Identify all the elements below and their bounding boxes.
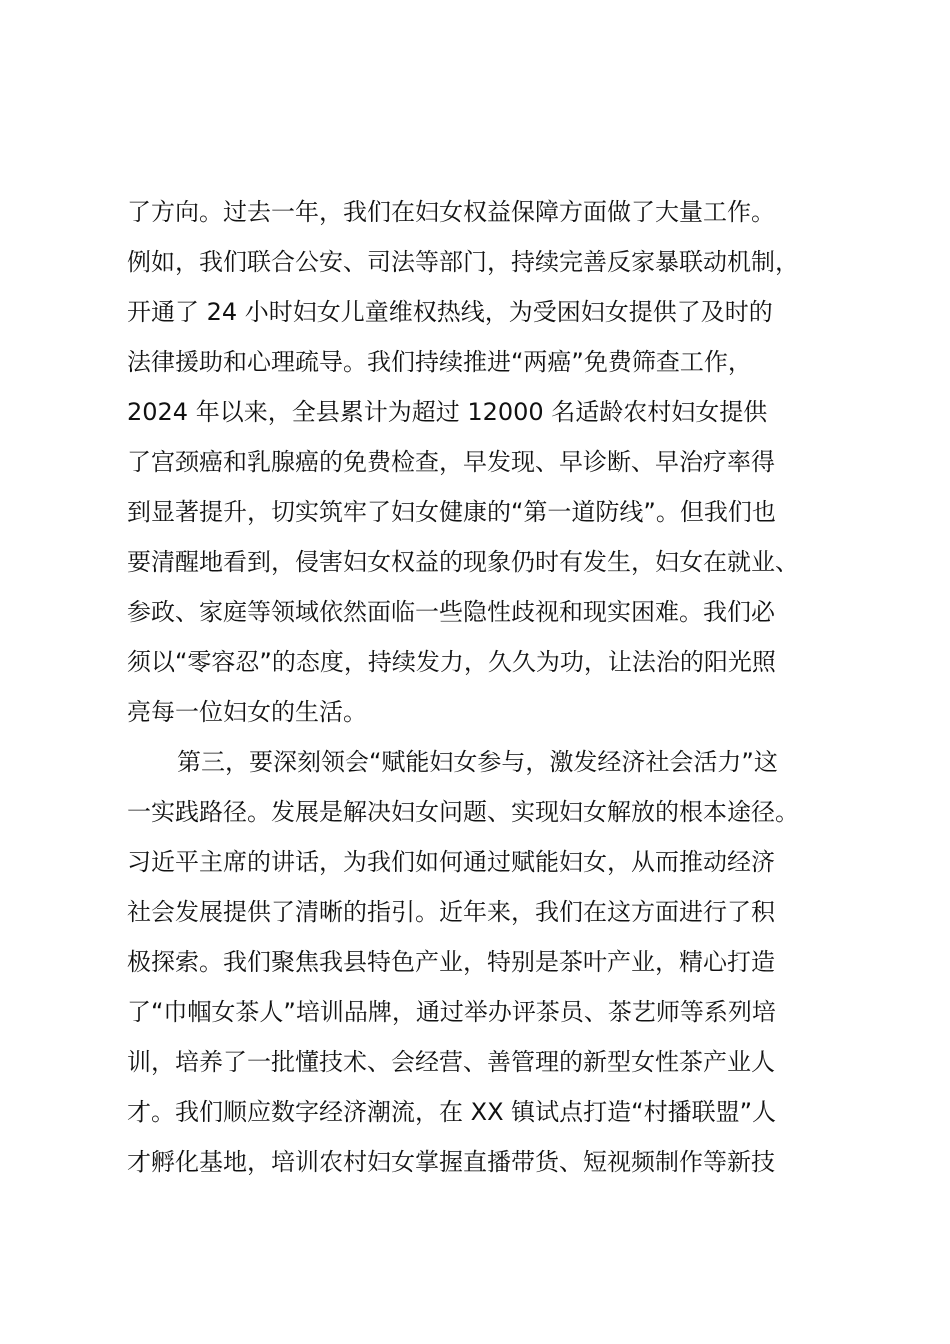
text-line: 习近平主席的讲话，为我们如何通过赋能妇女，从而推动经济	[127, 848, 775, 876]
text-line: 极探索。我们聚焦我县特色产业，特别是茶叶产业，精心打造	[127, 948, 775, 976]
text-line: 一实践路径。发展是解决妇女问题、实现妇女解放的根本途径。	[127, 798, 799, 826]
text-line-indented: 第三，要深刻领会“赋能妇女参与，激发经济社会活力”这	[177, 748, 778, 776]
text-line: 才。我们顺应数字经济潮流，在 XX 镇试点打造“村播联盟”人	[127, 1098, 777, 1126]
text-line: 了“巾帼女茶人”培训品牌，通过举办评茶员、茶艺师等系列培	[127, 998, 776, 1026]
paragraph-third-point	[127, 737, 827, 1237]
text-line: 要清醒地看到，侵害妇女权益的现象仍时有发生，妇女在就业、	[127, 548, 799, 576]
text-line: 社会发展提供了清晰的指引。近年来，我们在这方面进行了积	[127, 898, 775, 926]
text-line: 了宫颈癌和乳腺癌的免费检查，早发现、早诊断、早治疗率得	[127, 448, 775, 476]
text-line: 须以“零容忍”的态度，持续发力，久久为功，让法治的阳光照	[127, 648, 776, 676]
text-line: 参政、家庭等领域依然面临一些隐性歧视和现实困难。我们必	[127, 598, 775, 626]
text-line: 训，培养了一批懂技术、会经营、善管理的新型女性茶产业人	[127, 1048, 775, 1076]
text-line: 开通了 24 小时妇女儿童维权热线，为受困妇女提供了及时的	[127, 298, 773, 326]
text-line: 了方向。过去一年，我们在妇女权益保障方面做了大量工作。	[127, 198, 775, 226]
text-line: 亮每一位妇女的生活。	[127, 698, 367, 726]
text-line	[127, 1187, 827, 1237]
paragraph-women-rights	[127, 187, 827, 737]
document-page	[127, 187, 827, 1237]
text-line: 例如，我们联合公安、司法等部门，持续完善反家暴联动机制，	[127, 248, 799, 276]
text-line: 才孵化基地，培训农村妇女掌握直播带货、短视频制作等新技	[127, 1148, 775, 1176]
text-line: 2024 年以来，全县累计为超过 12000 名适龄农村妇女提供	[127, 398, 768, 426]
text-line: 法律援助和心理疏导。我们持续推进“两癌”免费筛查工作，	[127, 348, 752, 376]
text-line: 到显著提升，切实筑牢了妇女健康的“第一道防线”。但我们也	[127, 498, 776, 526]
